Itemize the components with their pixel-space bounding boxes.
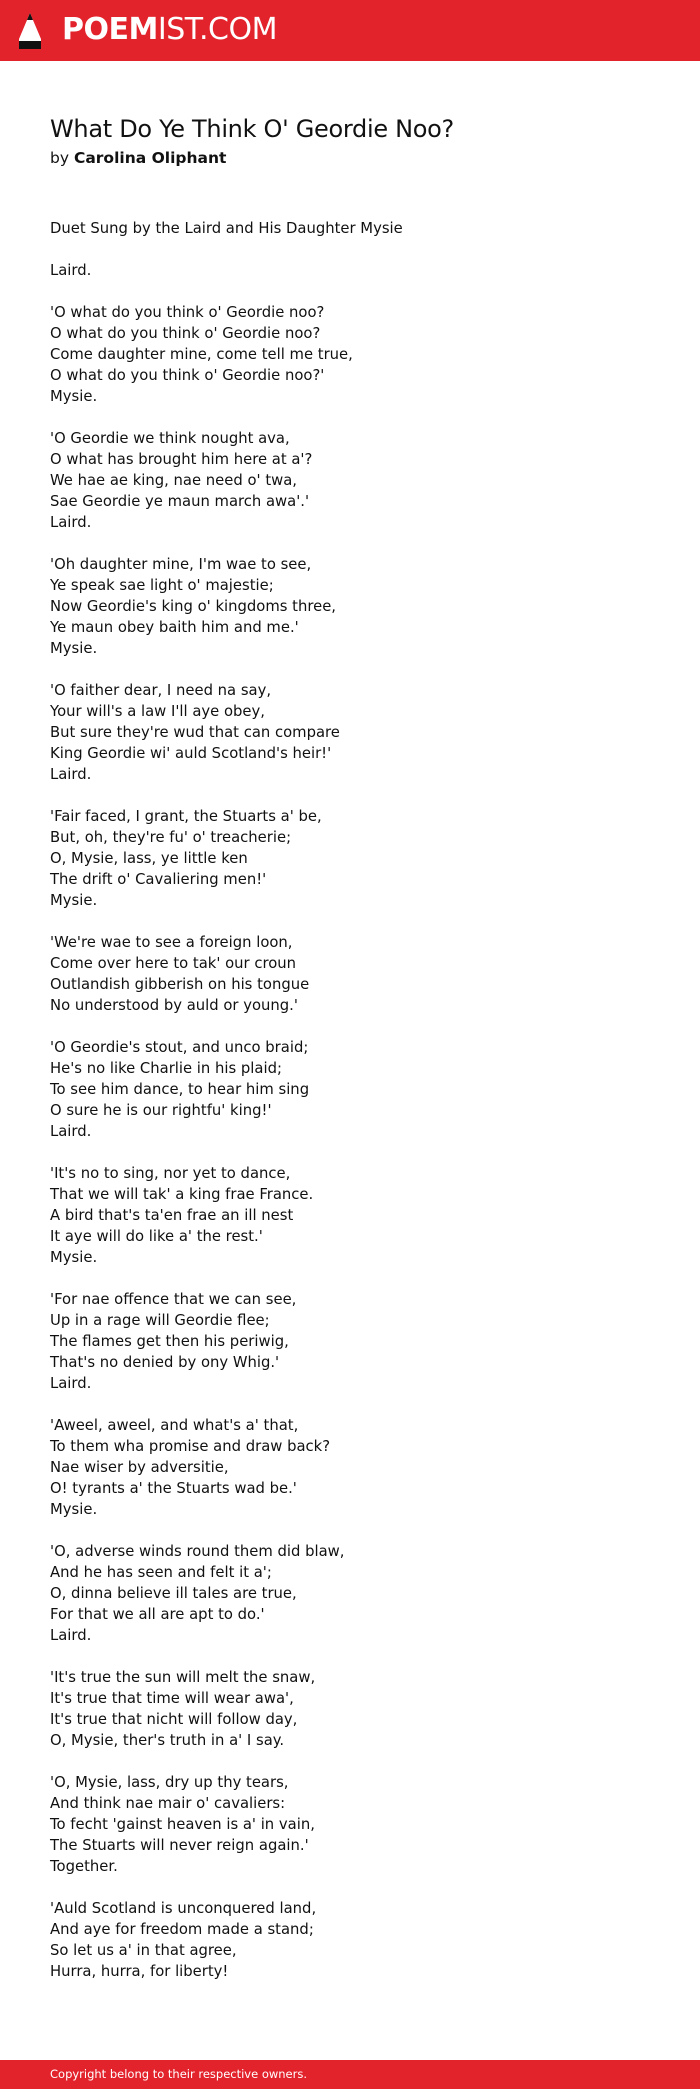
poem-line: Hurra, hurra, for liberty!	[50, 1963, 229, 1980]
stanza-gap	[50, 659, 650, 680]
site-logo[interactable]	[62, 13, 277, 47]
poem-line: Mysie.	[50, 892, 98, 909]
byline-prefix: by	[50, 149, 70, 167]
poem-line: 'O what do you think o' Geordie noo?	[50, 304, 325, 321]
poem-line: O what do you think o' Geordie noo?	[50, 325, 321, 342]
poem-line: Laird.	[50, 1123, 92, 1140]
poem-line: 'It's no to sing, nor yet to dance,	[50, 1165, 291, 1182]
poem-line: The Stuarts will never reign again.'	[50, 1837, 309, 1854]
stanza-gap	[50, 1016, 650, 1037]
poem-line: Come daughter mine, come tell me true,	[50, 346, 353, 363]
poem-line: That's no denied by ony Whig.'	[50, 1354, 280, 1371]
footer-copyright: Copyright belong to their respective owners.	[50, 2067, 308, 2081]
stanza-gap	[50, 1520, 650, 1541]
poem-line: Now Geordie's king o' kingdoms three,	[50, 598, 337, 615]
poem-line: 'Oh daughter mine, I'm wae to see,	[50, 556, 312, 573]
poem-line: It's true that time will wear awa',	[50, 1690, 294, 1707]
stanza-gap	[50, 1142, 650, 1163]
poem-line: The drift o' Cavaliering men!'	[50, 871, 267, 888]
poem-line: Laird.	[50, 262, 92, 279]
poem-byline	[50, 149, 226, 167]
stanza-gap	[50, 911, 650, 932]
poem-line: 'It's true the sun will melt the snaw,	[50, 1669, 316, 1686]
poem-line: Nae wiser by adversitie,	[50, 1459, 229, 1476]
stanza-gap	[50, 1394, 650, 1415]
poem-line: Ye speak sae light o' majestie;	[50, 577, 274, 594]
stanza-gap	[50, 1751, 650, 1772]
logo-brand-bold: POEM	[62, 12, 158, 47]
poem-line: O sure he is our rightfu' king!'	[50, 1102, 272, 1119]
poem-body	[50, 218, 650, 1982]
poem-line: He's no like Charlie in his plaid;	[50, 1060, 282, 1077]
stanza-gap	[50, 1268, 650, 1289]
poem-line: So let us a' in that agree,	[50, 1942, 237, 1959]
poem-line: To them wha promise and draw back?	[50, 1438, 331, 1455]
stanza-gap	[50, 281, 650, 302]
poem-line: 'O, adverse winds round them did blaw,	[50, 1543, 345, 1560]
site-footer	[0, 2060, 700, 2089]
stanza-gap	[50, 1646, 650, 1667]
stanza-gap	[50, 239, 650, 260]
poem-line: 'O Geordie we think nought ava,	[50, 430, 290, 447]
poem-line: O what has brought him here at a'?	[50, 451, 313, 468]
poem-line: 'Auld Scotland is unconquered land,	[50, 1900, 317, 1917]
poem-line: And aye for freedom made a stand;	[50, 1921, 314, 1938]
poem-line: A bird that's ta'en frae an ill nest	[50, 1207, 294, 1224]
poem-line: It aye will do like a' the rest.'	[50, 1228, 263, 1245]
poem-line: O, Mysie, lass, ye little ken	[50, 850, 248, 867]
poem-line: The flames get then his periwig,	[50, 1333, 289, 1350]
poem-line: Your will's a law I'll aye obey,	[50, 703, 265, 720]
poem-line: O what do you think o' Geordie noo?'	[50, 367, 325, 384]
poem-title: What Do Ye Think O' Geordie Noo?	[50, 115, 454, 143]
poem-line: Mysie.	[50, 1501, 98, 1518]
poem-line: King Geordie wi' auld Scotland's heir!'	[50, 745, 332, 762]
poem-line: O, Mysie, ther's truth in a' I say.	[50, 1732, 285, 1749]
poem-line: That we will tak' a king frae France.	[50, 1186, 314, 1203]
stanza-gap	[50, 785, 650, 806]
poem-line: But sure they're wud that can compare	[50, 724, 340, 741]
poem-line: Mysie.	[50, 1249, 98, 1266]
stanza-gap	[50, 1877, 650, 1898]
poem-line: Together.	[50, 1858, 118, 1875]
poem-line: And think nae mair o' cavaliers:	[50, 1795, 286, 1812]
poem-line: Sae Geordie ye maun march awa'.'	[50, 493, 310, 510]
poem-line: Laird.	[50, 514, 92, 531]
poem-line: But, oh, they're fu' o' treacherie;	[50, 829, 292, 846]
poem-line: It's true that nicht will follow day,	[50, 1711, 298, 1728]
poem-line: We hae ae king, nae need o' twa,	[50, 472, 297, 489]
poem-author[interactable]: Carolina Oliphant	[73, 149, 227, 167]
poem-line: Laird.	[50, 1375, 92, 1392]
site-header	[0, 0, 700, 61]
poem-line: Laird.	[50, 766, 92, 783]
poem-line: To fecht 'gainst heaven is a' in vain,	[50, 1816, 315, 1833]
stanza-gap	[50, 407, 650, 428]
poem-line: 'O Geordie's stout, and unco braid;	[50, 1039, 309, 1056]
poem-line: Up in a rage will Geordie flee;	[50, 1312, 270, 1329]
poem-line: For that we all are apt to do.'	[50, 1606, 265, 1623]
poem-line: Duet Sung by the Laird and His Daughter Mysie	[50, 220, 403, 237]
poem-line: Ye maun obey baith him and me.'	[50, 619, 299, 636]
poem-line: Mysie.	[50, 640, 98, 657]
poem-line: 'Aweel, aweel, and what's a' that,	[50, 1417, 299, 1434]
poem-line: Come over here to tak' our croun	[50, 955, 297, 972]
poem-line: To see him dance, to hear him sing	[50, 1081, 310, 1098]
poem-line: Outlandish gibberish on his tongue	[50, 976, 310, 993]
poem-line: 'Fair faced, I grant, the Stuarts a' be,	[50, 808, 322, 825]
poem-line: And he has seen and felt it a';	[50, 1564, 272, 1581]
poem-line: 'O faither dear, I need na say,	[50, 682, 272, 699]
pencil-tip-icon[interactable]	[17, 11, 43, 51]
stanza-gap	[50, 533, 650, 554]
logo-brand-light: IST.COM	[157, 12, 277, 47]
poem-line: 'For nae offence that we can see,	[50, 1291, 297, 1308]
poem-line: 'We're wae to see a foreign loon,	[50, 934, 293, 951]
poem-line: No understood by auld or young.'	[50, 997, 298, 1014]
poem-line: Mysie.	[50, 388, 98, 405]
poem-line: Laird.	[50, 1627, 92, 1644]
poem-line: 'O, Mysie, lass, dry up thy tears,	[50, 1774, 289, 1791]
poem-line: O! tyrants a' the Stuarts wad be.'	[50, 1480, 297, 1497]
poem-line: O, dinna believe ill tales are true,	[50, 1585, 297, 1602]
